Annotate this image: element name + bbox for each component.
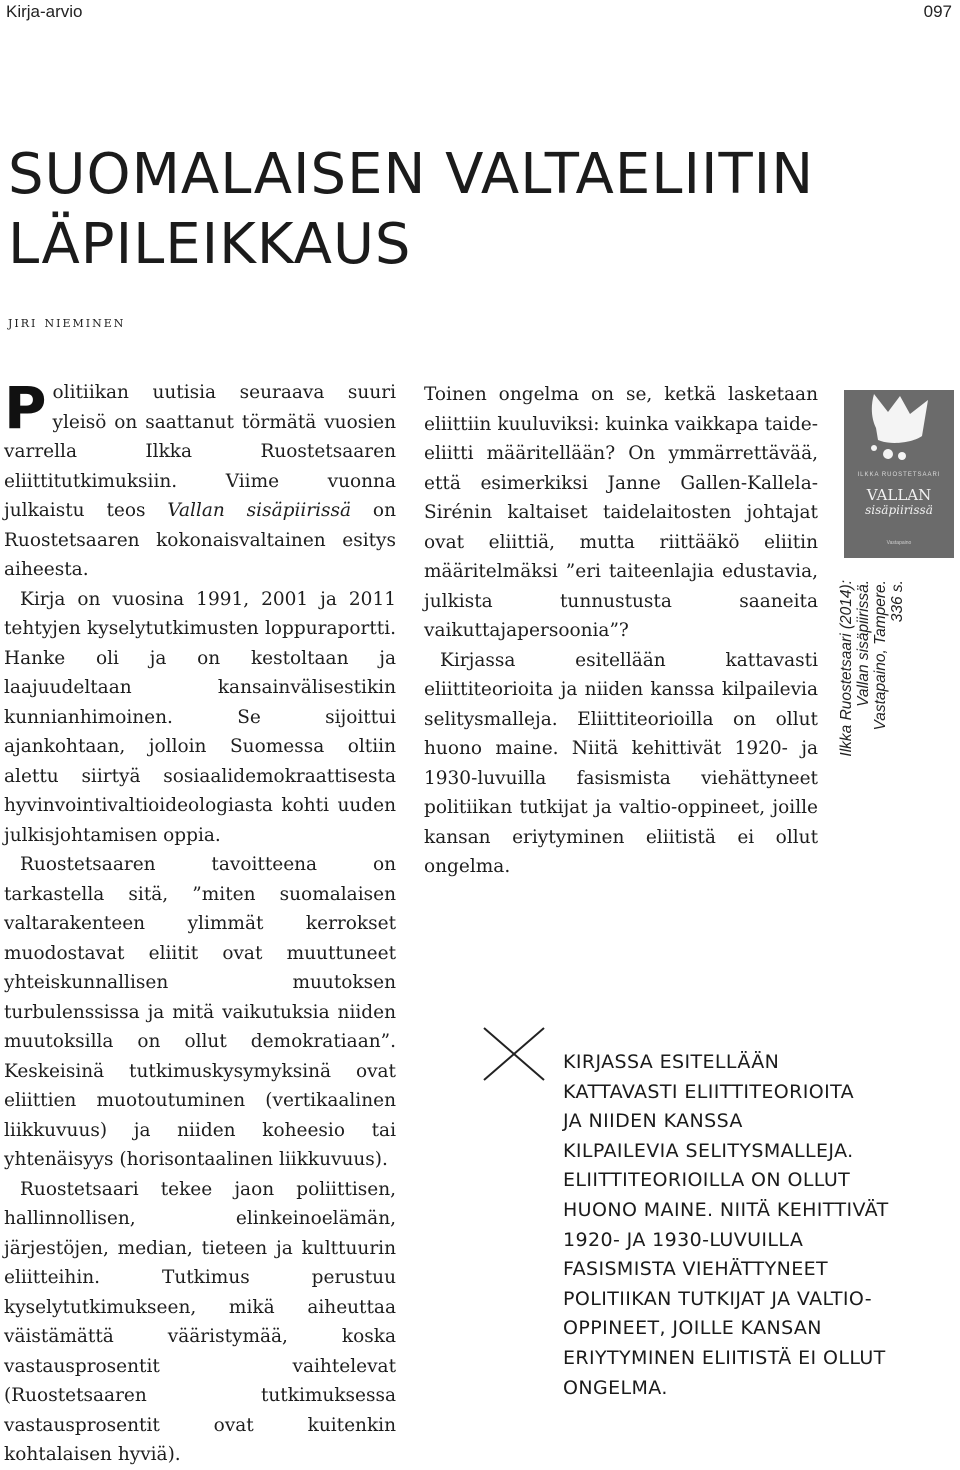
pull-quote-line: KILPAILEVIA SELITYSMALLEJA. [563,1139,854,1162]
book-info-line: Vallan sisäpiirissä. [855,580,872,707]
left-column [4,374,396,1470]
article-title [8,140,948,280]
title-line-1: SUOMALAISEN VALTAELIITIN [8,142,815,207]
book-info-line: Vastapaino, Tampere. [872,580,889,731]
cover-subtitle: sisäpiirissä [865,503,933,517]
middle-column [424,380,818,882]
pull-quote-line: ELIITTITEORIOILLA ON OLLUT [563,1169,851,1192]
cover-title: VALLAN [866,486,932,504]
dropcap: P [4,374,47,442]
paragraph: Toinen ongelma on se, ketkä lasketaan eliittiin kuuluviksi: kuinka vaikkapa taide-eliitti määritellään? On ymmärrettävää, että esimerkiksi Janne Gallen-Kallela-Sirénin kaltaiset taidelaitosten johtajat ovat eliittiä, mutta riittääkö eliitin määritelmäksi ”eri taiteenlajia edustavia, julkista tunnustusta saaneita vaikuttajapersoonia”? [424,384,818,641]
pull-quote [563,1048,933,1403]
section-label: Kirja-arvio [6,2,83,21]
pull-quote-line: POLITIIKAN TUTKIJAT JA VALTIO- [563,1287,873,1310]
book-info-line: Ilkka Ruostetsaari (2014): [838,580,855,757]
paragraph: Kirjassa esitellään kattavasti eliittiteorioita ja niiden kanssa kilpailevia selitysmalleja. Eliittiteorioilla on ollut huono maine. Niitä kehittivät 1920- ja 1930-luvuilla fasismista viehättyneet politiikan tutkijat ja valtio-oppineet, joille kansan eriytyminen eliitistä ei ollut ongelma. [424,649,818,877]
crown-icon [844,390,954,470]
paragraph: Kirja on vuosina 1991, 2001 ja 2011 tehtyjen kyselytutkimusten loppuraportti. Hanke oli ja on kestoltaan ja laajuudeltaan kansainvälisestikin kunnianhimoinen. Se sijoittui ajankohtaan, jolloin Suomessa oltiin alettu siirtyä sosiaalidemokraattisesta hyvinvointivaltioideologiasta kohti uuden julkisjohtamisen oppia. [4,588,396,846]
page-number: 097 [923,2,952,21]
author-byline: jiri nieminen [8,312,126,331]
cover-publisher: Vastapaino [886,540,912,546]
title-line-2: LÄPILEIKKAUS [8,212,412,277]
cover-author: ILKKA RUOSTETSAARI [857,472,941,478]
pull-quote-line: HUONO MAINE. NIITÄ KEHITTIVÄT [563,1198,889,1221]
pull-quote-line: KATTAVASTI ELIITTITEORIOITA [563,1080,855,1103]
book-info-line: 336 s. [889,580,906,623]
pull-quote-line: 1920- JA 1930-LUVUILLA [563,1228,804,1251]
pull-quote-line: JA NIIDEN KANSSA [563,1110,743,1133]
paragraph-intro [4,374,396,585]
book-cover-image [844,390,954,558]
paragraph: Ruostetsaari tekee jaon poliittisen, hallinnollisen, elinkeinoelämän, järjestöjen, median, tieteen ja kulttuurin eliitteihin. Tutkimus perustuu kyselytutkimukseen, mikä aiheuttaa väistämättä vääristymää, koska vastausprosentit vaihtelevat (Ruostetsaaren tutkimuksessa vastausprosentit ovat kuitenkin kohtalaisen hyviä). [4,1178,396,1465]
book-title-emphasis: Vallan sisäpiirissä [167,500,352,521]
intro-text: olitiikan uutisia seuraava suuri yleisö on saattanut törmätä vuosien varrella Ilkka Ruostetsaaren eliittitutkimuksiin. Viime vuonna julkaistu teos Vallan sisäpiirissä on Ruostetsaaren kokonaisvaltainen esitys aiheesta. [4,382,396,580]
paragraph: Ruostetsaaren tavoitteena on tarkastella sitä, ”miten suomalaisen valtarakenteen ylimmät kerrokset muodostavat eliitit ovat muuttuneet yhteiskunnallisen muutoksen turbulenssissa ja mitä vaikutuksia niiden muutoksilla on ollut demokratiaan”. Keskeisinä tutkimuskysymyksinä ovat eliittien muotoutuminen (vertikaalinen liikkuvuus) ja niiden koheesio tai yhtenäisyys (horisontaalinen liikkuvuus). [4,854,396,1170]
pull-quote-line: ERIYTYMINEN ELIITISTÄ EI OLLUT [563,1346,886,1369]
pull-quote-line: ONGELMA. [563,1376,668,1399]
pull-quote-line: FASISMISTA VIEHÄTTYNEET [563,1258,829,1281]
pull-quote-line: OPPINEET, JOILLE KANSAN [563,1317,822,1340]
book-info [838,580,906,780]
cross-mark-icon [480,1026,548,1082]
pull-quote-line: KIRJASSA ESITELLÄÄN [563,1051,780,1073]
